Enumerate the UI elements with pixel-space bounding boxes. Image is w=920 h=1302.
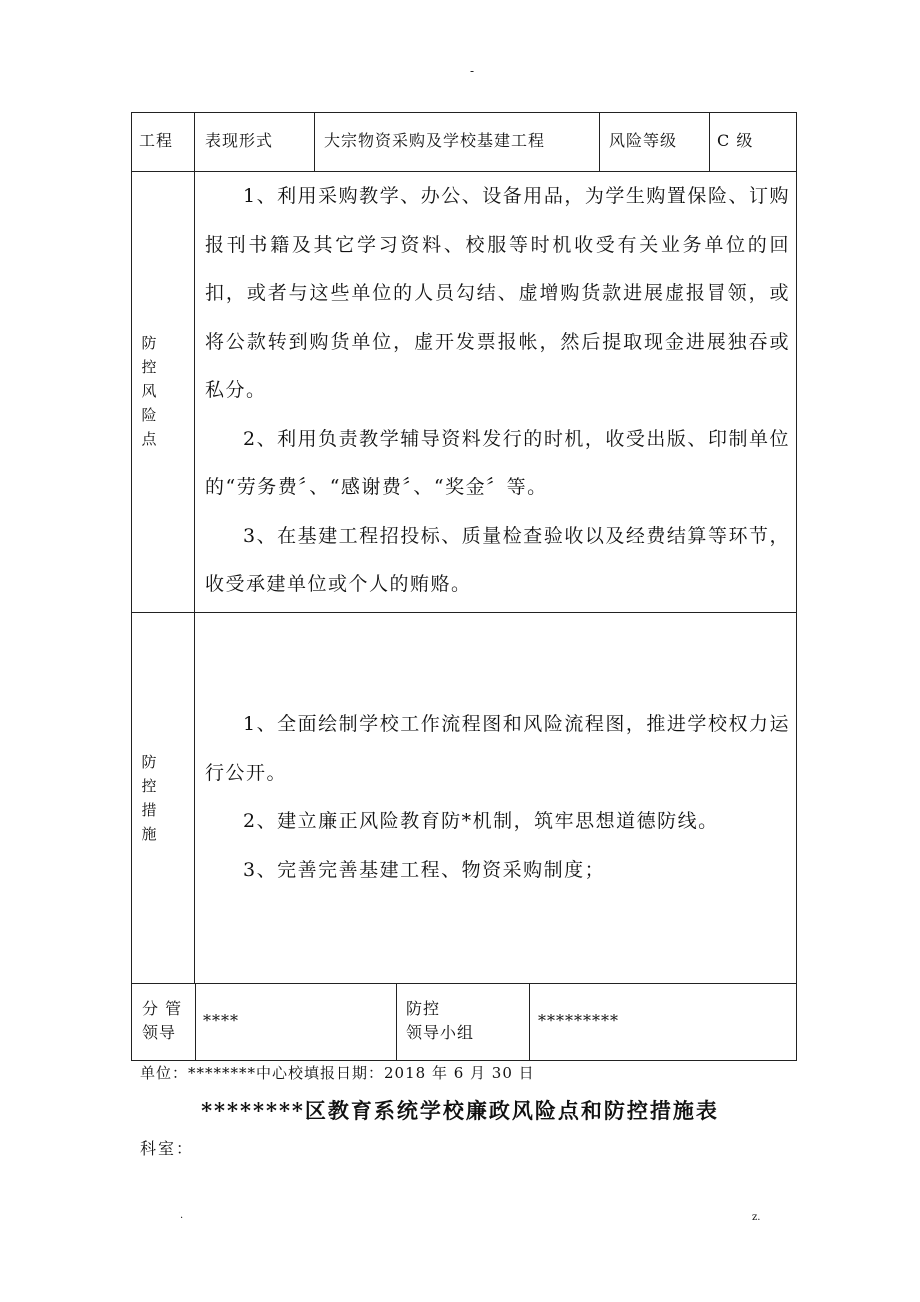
risk-point-1: 1、利用采购教学、办公、设备用品，为学生购置保险、订购报刊书籍及其它学习资料、校服等时机收受有关业务单位的回扣，或者与这些单位的人员勾结、虚增购货款进展虚报冒领，或将公款转到购货单位，虚开发票报帐，然后提取现金进展独吞或私分。 [205, 185, 790, 401]
leader-value: **** [203, 1011, 239, 1030]
leader-label-line2: 领导 [142, 1023, 177, 1042]
dept-line: 科室： [140, 1139, 195, 1158]
page-title: ********区教育系统学校廉政风险点和防控措施表 [201, 1098, 719, 1123]
header-mark: - [470, 64, 475, 78]
unit-date-line: 单位：********中心校填报日期：2018 年 6 月 30 日 [140, 1064, 535, 1082]
group-label-line1: 防控 [406, 999, 441, 1018]
header-risk-level-value: C 级 [717, 131, 754, 150]
header-risk-level-label: 风险等级 [609, 131, 678, 150]
measure-3: 3、完善完善基建工程、物资采购制度； [243, 858, 606, 881]
header-project-label: 工程 [139, 131, 174, 150]
measures-content [205, 700, 790, 894]
header-form-label: 表现形式 [205, 131, 274, 150]
risk-point-3: 3、在基建工程招投标、质量检查验收以及经费结算等环节，收受承建单位或个人的贿赂。 [205, 524, 790, 595]
group-value: ********* [538, 1011, 619, 1030]
risk-points-content [205, 172, 790, 609]
header-form-value: 大宗物资采购及学校基建工程 [324, 131, 546, 150]
page-footer-left: . [180, 1210, 184, 1221]
group-label-line2: 领导小组 [406, 1023, 475, 1042]
page-footer-right: z. [752, 1212, 761, 1223]
risk-point-2: 2、利用负责教学辅导资料发行的时机，收受出版、印制单位的“劳务费〞、“感谢费〞、“奖金〞等。 [205, 427, 790, 498]
measure-1: 1、全面绘制学校工作流程图和风险流程图，推进学校权力运行公开。 [205, 713, 790, 784]
leader-label-line1: 分 管 [142, 999, 183, 1018]
measure-2: 2、建立廉正风险教育防*机制，筑牢思想道德防线。 [243, 810, 719, 832]
